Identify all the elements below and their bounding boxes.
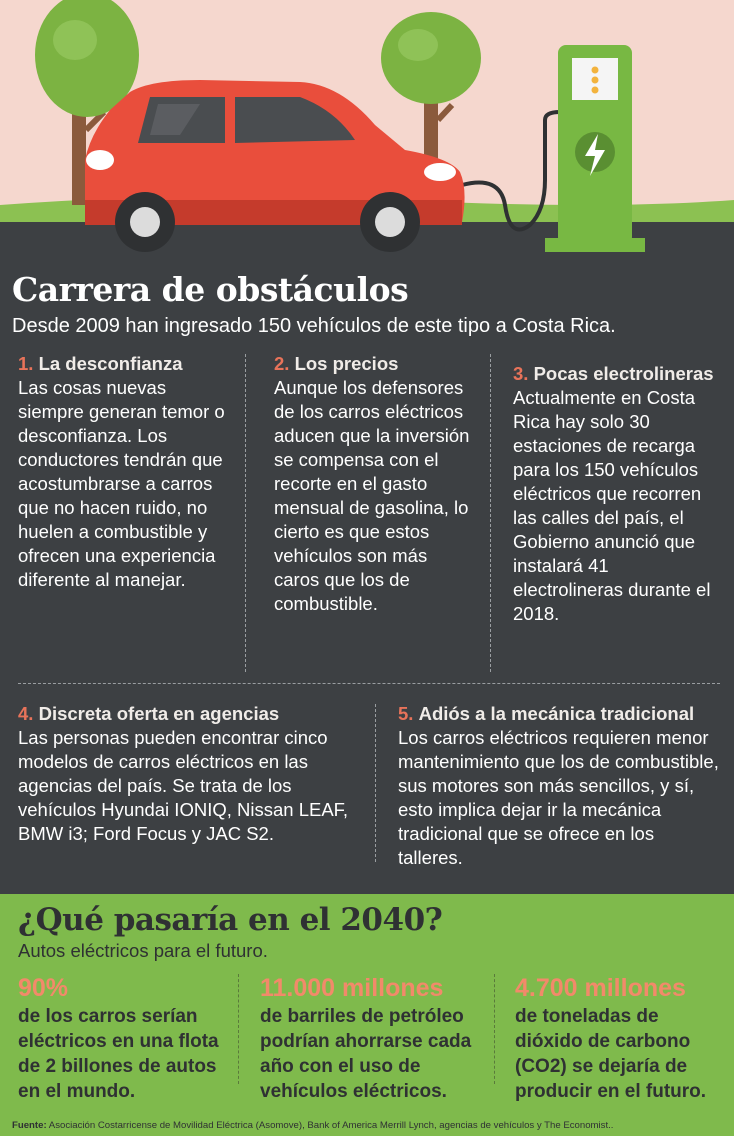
column-divider <box>375 704 376 862</box>
stat-value: 90% <box>18 974 69 1002</box>
stat-value: 11.000 millones <box>260 974 444 1002</box>
obstacles-section <box>0 262 734 894</box>
section-charging-stations <box>513 362 723 626</box>
stat-divider <box>494 974 495 1084</box>
future-section <box>0 894 734 1116</box>
hero-illustration <box>0 0 734 262</box>
column-divider <box>245 354 246 672</box>
charging-station-icon <box>545 45 645 252</box>
stat-oil-savings <box>260 974 500 1104</box>
section-dealer-offer <box>18 702 363 846</box>
section-number: 4. <box>18 703 34 724</box>
section-heading: Discreta oferta en agencias <box>38 703 280 724</box>
section-number: 1. <box>18 353 34 374</box>
electric-car-illustration <box>0 0 734 262</box>
page-title: Carrera de obstáculos <box>12 270 409 309</box>
stat-divider <box>238 974 239 1084</box>
source-label: Fuente: <box>12 1120 47 1131</box>
stat-text: de barriles de petróleo podrían ahorrarse cada año con el uso de vehículos eléctricos. <box>260 1006 472 1102</box>
section-heading: La desconfianza <box>38 353 183 374</box>
stat-text: de toneladas de dióxido de carbono (CO2) se dejaría de producir en el futuro. <box>515 1006 707 1102</box>
column-divider <box>490 354 491 672</box>
source-footer <box>0 1116 734 1136</box>
section-number: 3. <box>513 363 529 384</box>
section-heading: Los precios <box>294 353 399 374</box>
section-body: Actualmente en Costa Rica hay solo 30 estaciones de recarga para los 150 vehículos eléctricos que recorren las calles del país, el Gobierno anunció que instalará 41 electrolineras durante el 2018. <box>513 387 711 624</box>
section-number: 5. <box>398 703 414 724</box>
section-body: Aunque los defensores de los carros eléctricos aducen que la inversión se compensa con el recorte en el gasto mensual de gasolina, lo cierto es que estos vehículos son más caros que los de combustible. <box>274 377 470 614</box>
section-body: Las cosas nuevas siempre generan temor o desconfianza. Los conductores tendrán que acostumbrarse a carros que no hacen ruido, no huelen a combustible y ofrecen una experiencia diferente al manejar. <box>18 377 225 590</box>
section-distrust <box>18 352 233 592</box>
section-body: Las personas pueden encontrar cinco modelos de carros eléctricos en las agencias del país. Se trata de los vehículos Hyundai IONIQ, Nissan LEAF, BMW i3; Ford Focus y JAC S2. <box>18 727 349 844</box>
future-subtitle: Autos eléctricos para el futuro. <box>18 940 268 961</box>
stat-electric-share <box>18 974 223 1104</box>
future-title: ¿Qué pasaría en el 2040? <box>18 902 443 938</box>
section-prices <box>274 352 474 616</box>
stat-value: 4.700 millones <box>515 974 686 1002</box>
section-number: 2. <box>274 353 290 374</box>
section-mechanics <box>398 702 723 870</box>
stat-text: de los carros serían eléctricos en una flota de 2 billones de autos en el mundo. <box>18 1006 219 1102</box>
stat-co2-reduction <box>515 974 725 1104</box>
section-body: Los carros eléctricos requieren menor mantenimiento que los de combustible, sus motores son más sencillos, y sí, esto implica dejar ir la mecánica tradicional que se ofrece en los talleres. <box>398 727 719 868</box>
section-heading: Pocas electrolineras <box>533 363 714 384</box>
page-subtitle: Desde 2009 han ingresado 150 vehículos de este tipo a Costa Rica. <box>12 315 616 337</box>
row-divider <box>18 683 720 684</box>
section-heading: Adiós a la mecánica tradicional <box>418 703 695 724</box>
source-text: Asociación Costarricense de Movilidad Eléctrica (Asomove), Bank of America Merrill Lynch, agencias de vehículos y The Economist.. <box>48 1120 614 1131</box>
